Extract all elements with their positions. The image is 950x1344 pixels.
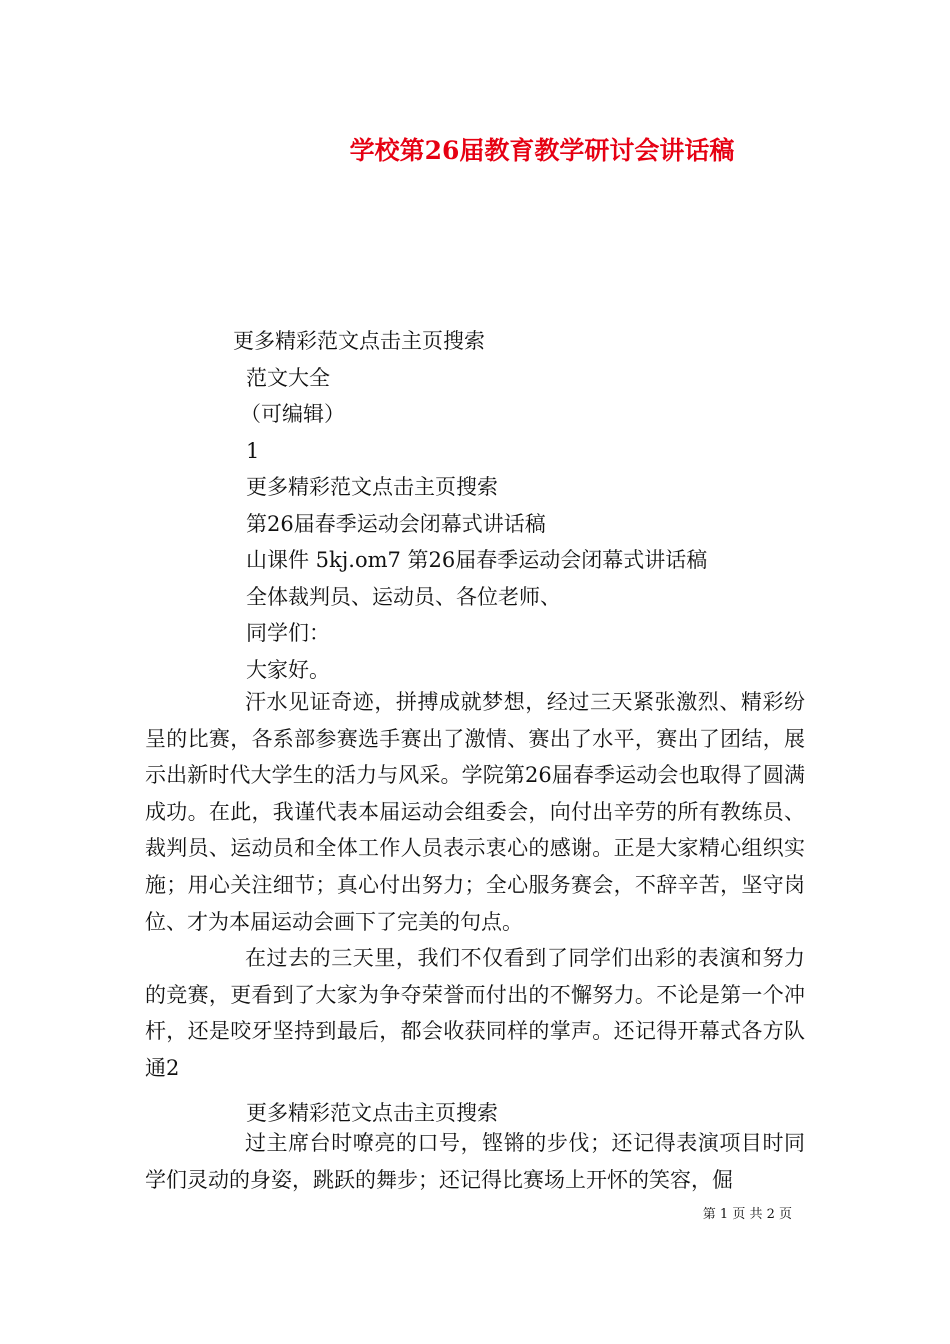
source-line: 山课件 5kj.om7 第26届春季运动会闭幕式讲话稿 bbox=[246, 548, 708, 572]
header-line-category: 范文大全 bbox=[246, 366, 330, 390]
header-line-promo-2: 更多精彩范文点击主页搜索 bbox=[246, 475, 498, 499]
header-line-editable: （可编辑） bbox=[240, 402, 345, 426]
page-footer: 第 1 页 共 2 页 bbox=[702, 1207, 792, 1222]
body-paragraph-3: 过主席台时嘹亮的口号，铿锵的步伐；还记得表演项目时同学们灵动的身姿，跳跃的舞步；还记得比赛场上开怀的笑容，倔 bbox=[145, 1131, 805, 1192]
salutation-line-1: 全体裁判员、运动员、各位老师、 bbox=[246, 585, 561, 609]
mid-promo-line: 更多精彩范文点击主页搜索 bbox=[246, 1101, 498, 1125]
header-line-promo: 更多精彩范文点击主页搜索 bbox=[233, 329, 485, 353]
salutation-line-2: 同学们： bbox=[246, 621, 330, 645]
body-paragraph-2: 在过去的三天里，我们不仅看到了同学们出彩的表演和努力的竞赛，更看到了大家为争夺荣誉而付出的不懈努力。不论是第一个冲杆，还是咬牙坚持到最后，都会收获同样的掌声。还记得开幕式各方队通2 bbox=[145, 946, 805, 1080]
header-line-number: 1 bbox=[246, 439, 260, 463]
body-paragraph-1: 汗水见证奇迹，拼搏成就梦想，经过三天紧张激烈、精彩纷呈的比赛，各系部参赛选手赛出了激情、赛出了水平，赛出了团结，展示出新时代大学生的活力与风采。学院第26届春季运动会也取得了圆满成功。在此，我谨代表本届运动会组委会，向付出辛劳的所有教练员、裁判员、运动员和全体工作人员表示衷心的感谢。正是大家精心组织实施；用心关注细节；真心付出努力；全心服务赛会，不辞辛苦，坚守岗位、才为本届运动会画下了完美的句点。 bbox=[145, 690, 805, 934]
greeting-line: 大家好。 bbox=[246, 658, 330, 682]
document-title: 学校第26届教育教学研讨会讲话稿 bbox=[349, 136, 735, 165]
speech-title-line: 第26届春季运动会闭幕式讲话稿 bbox=[246, 512, 546, 536]
